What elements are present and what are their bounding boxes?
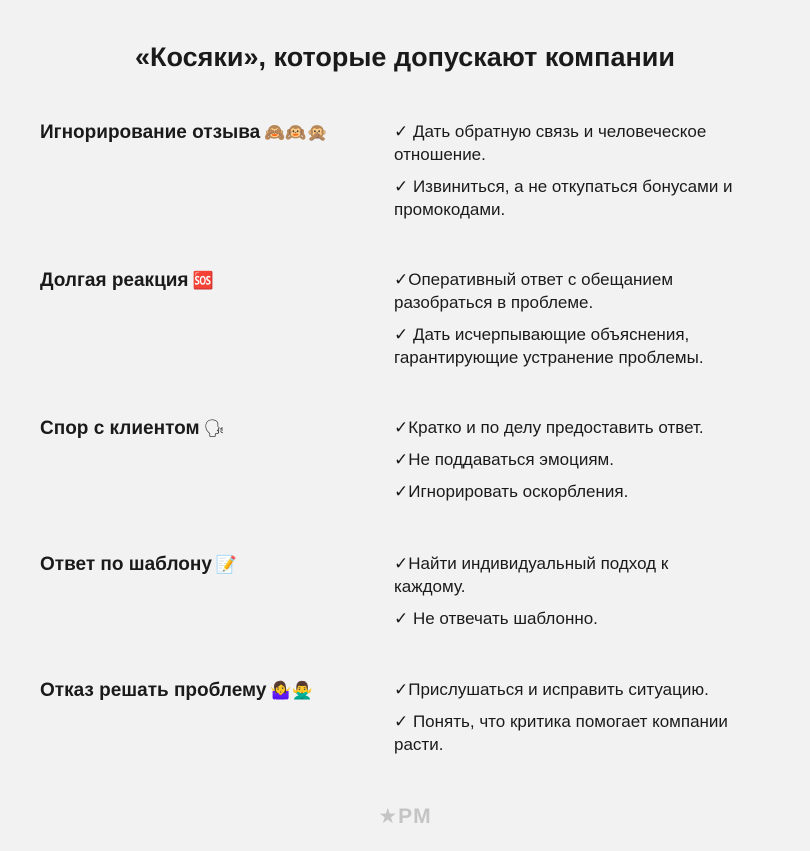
problem-label xyxy=(40,678,380,704)
solution-list xyxy=(394,120,774,230)
solution-item: ✓Найти индивидуальный подход к каждому. xyxy=(394,554,669,596)
sos-icon: 🆘 xyxy=(192,271,214,291)
problem-text: Спор с клиентом xyxy=(40,418,200,439)
speaking-head-icon: 🗣 xyxy=(203,419,226,439)
solution-list xyxy=(394,552,774,639)
problem-label xyxy=(40,120,380,146)
solution-item: ✓Оперативный ответ с обещанием разобраться в проблеме. xyxy=(394,270,674,312)
solution-item: ✓ Понять, что критика помогает компании расти. xyxy=(394,712,728,754)
solution-list xyxy=(394,416,774,512)
problem-text: Ответ по шаблону xyxy=(40,554,212,575)
problem-label xyxy=(40,268,380,294)
monkeys-icon: 🙈🙉🙊 xyxy=(264,123,328,143)
shrug-icon: 🤷‍♀️🙅‍♂️ xyxy=(270,681,313,701)
memo-icon: 📝 xyxy=(215,555,238,575)
solution-item: ✓ Извиниться, а не откупаться бонусами и промокодами. xyxy=(394,177,733,219)
solution-item: ✓Прислушаться и исправить ситуацию. xyxy=(394,680,709,699)
solution-item: ✓Игнорировать оскорбления. xyxy=(394,482,629,501)
solution-list xyxy=(394,678,774,765)
problem-text: Отказ решать проблему xyxy=(40,680,267,701)
solution-item: ✓Не поддаваться эмоциям. xyxy=(394,450,614,469)
problem-text: Долгая реакция xyxy=(40,270,189,291)
problem-label xyxy=(40,552,380,578)
page-title: «Косяки», которые допускают компании xyxy=(135,42,675,72)
pm-logo: ★PM xyxy=(378,805,432,828)
solution-item: ✓ Дать обратную связь и человеческое отношение. xyxy=(394,122,707,164)
solution-item: ✓ Не отвечать шаблонно. xyxy=(394,609,598,628)
problem-label xyxy=(40,416,380,442)
problem-text: Игнорирование отзыва xyxy=(40,122,261,143)
solution-list xyxy=(394,268,774,378)
solution-item: ✓Кратко и по делу предоставить ответ. xyxy=(394,418,704,437)
solution-item: ✓ Дать исчерпывающие объяснения, гарантирующие устранение проблемы. xyxy=(394,325,704,367)
